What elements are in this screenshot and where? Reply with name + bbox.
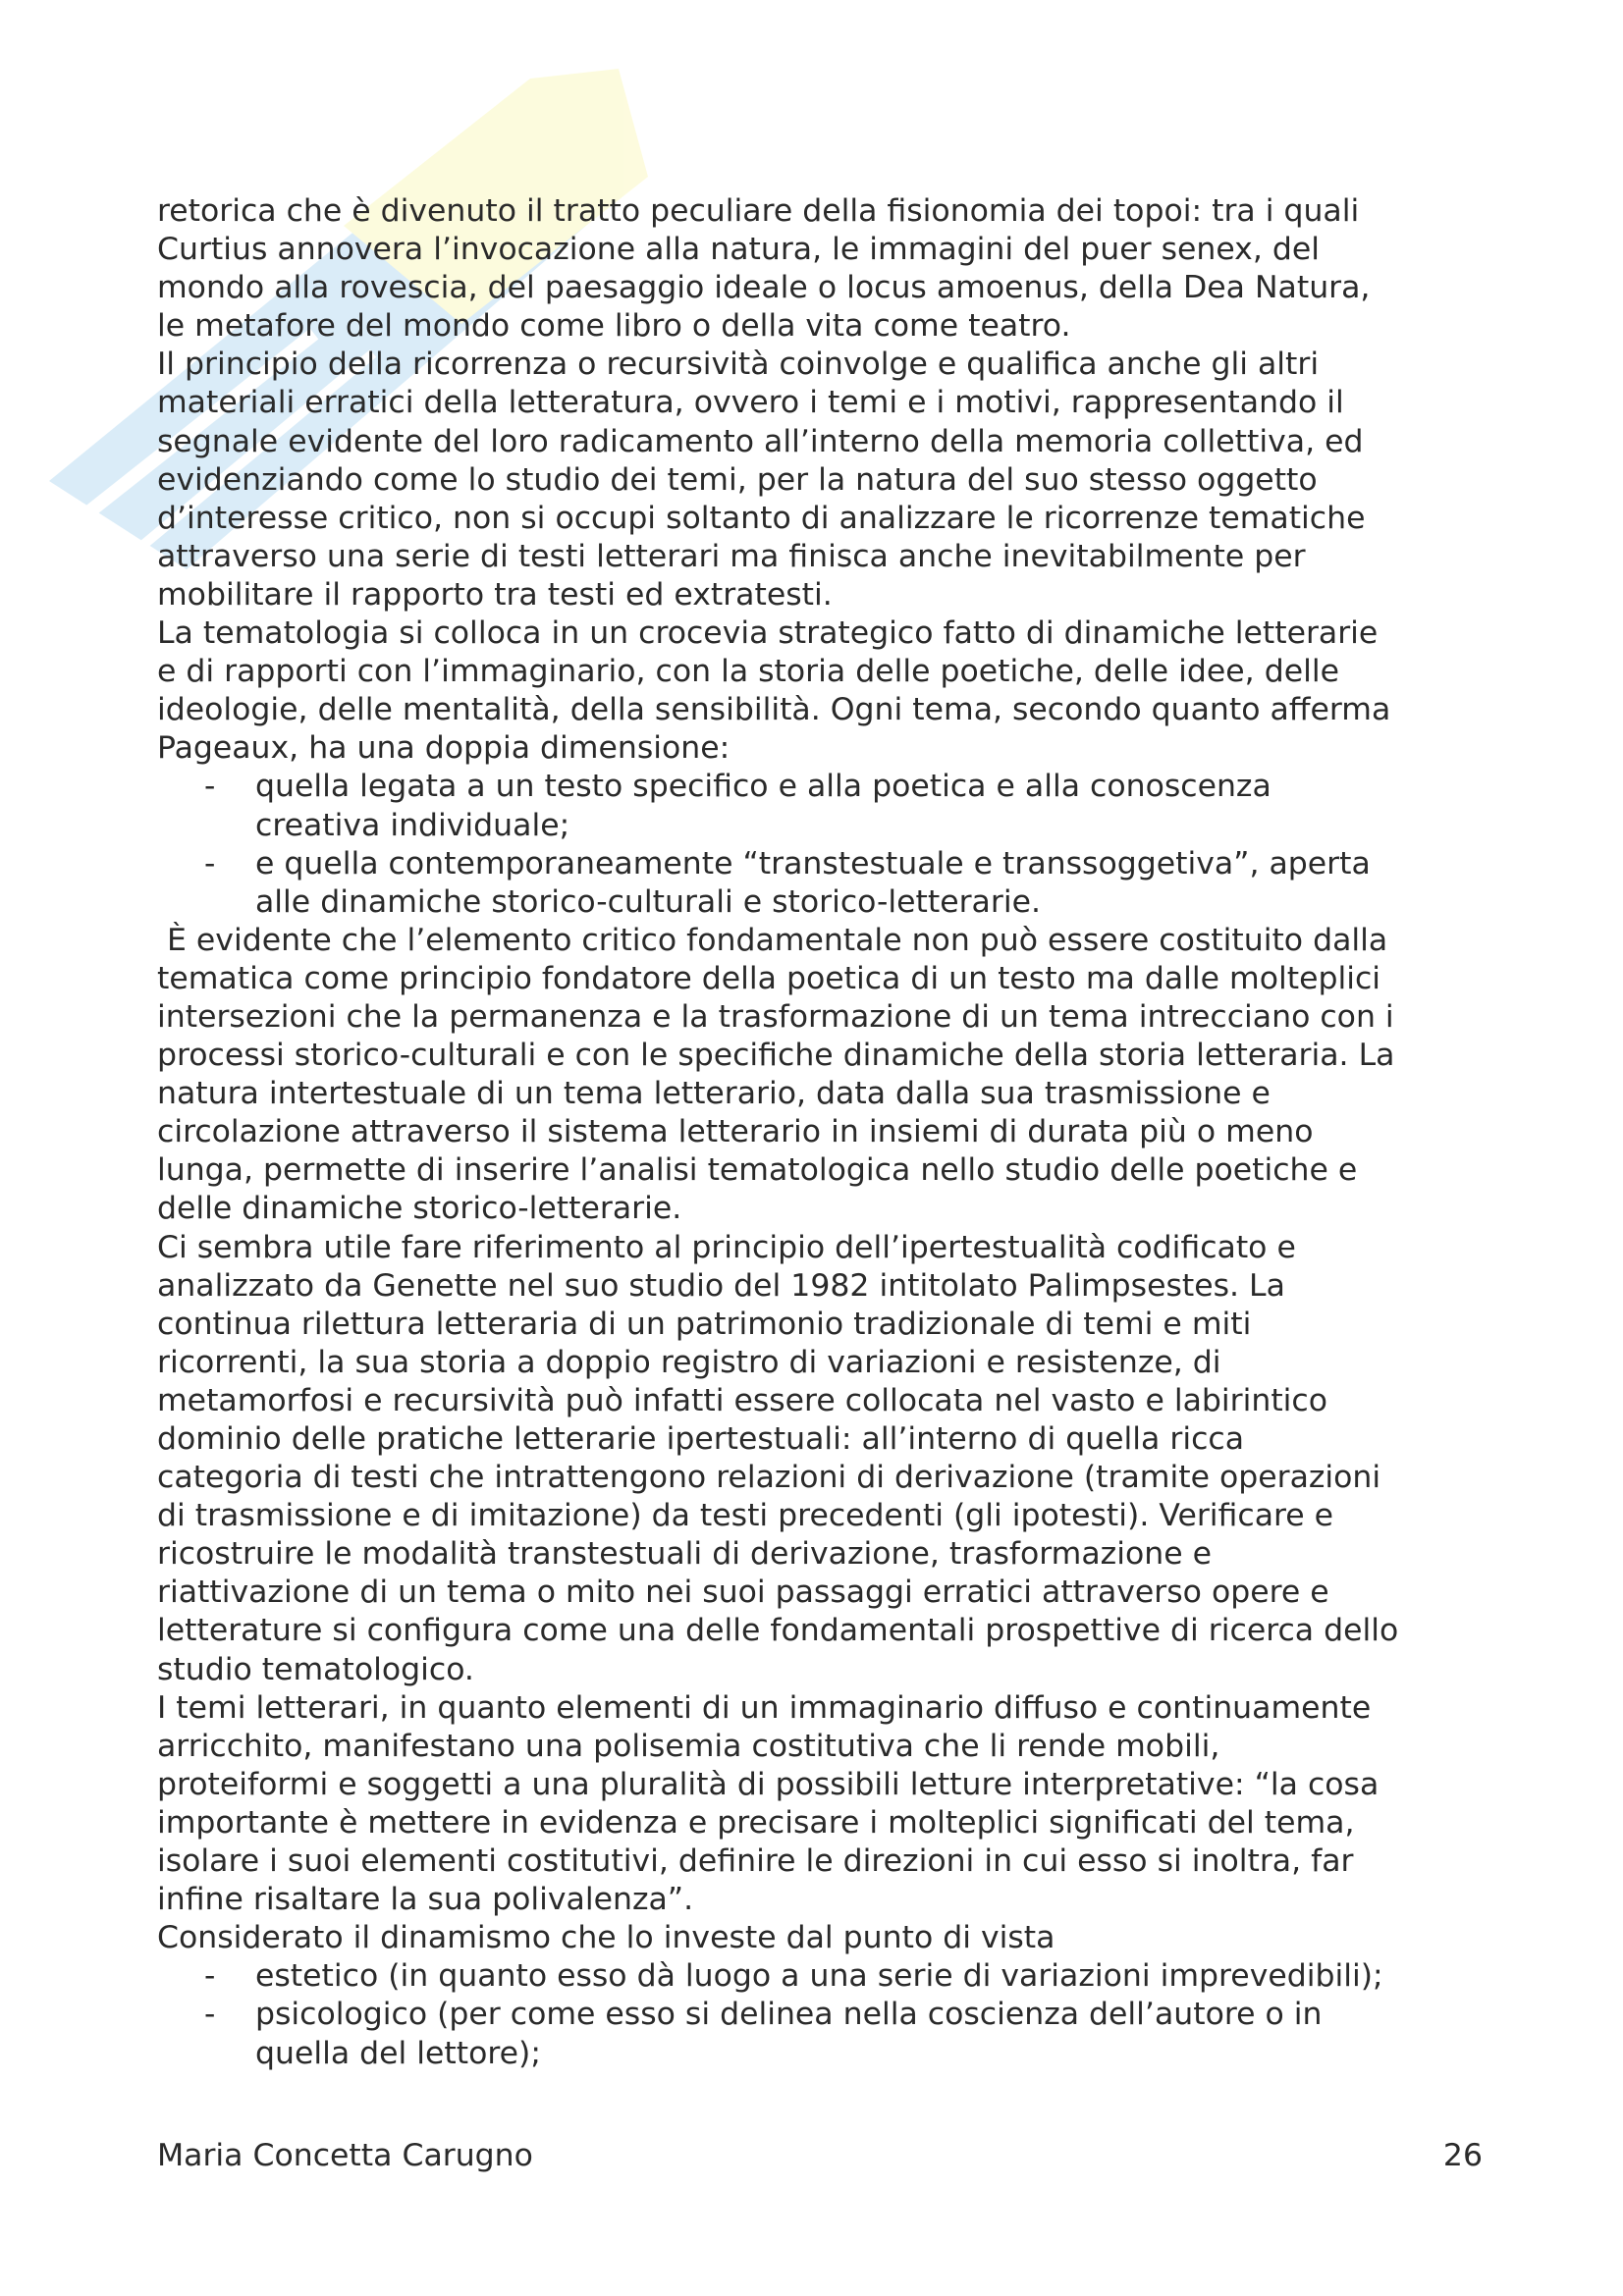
list-item-text: alle dinamiche storico-culturali e storico-letterarie.	[255, 883, 1041, 920]
text-line: ricostruire le modalità transtestuali di derivazione, trasformazione e	[157, 1536, 1212, 1573]
text-line: riattivazione di un tema o mito nei suoi passaggi erratici attraverso opere e	[157, 1575, 1329, 1611]
paragraph-5	[157, 1229, 1483, 1689]
paragraph-1	[157, 192, 1483, 346]
text-line: retorica che è divenuto il tratto peculiare della fisionomia dei topoi: tra i quali	[157, 193, 1360, 229]
text-line: arricchito, manifestano una polisemia costitutiva che li rende mobili,	[157, 1728, 1220, 1764]
paragraph-6	[157, 1689, 1483, 1920]
text-line: analizzato da Genette nel suo studio del 1982 intitolato Palimpsestes. La	[157, 1267, 1285, 1304]
list-item-line	[157, 1957, 1483, 1996]
list-item-text: psicologico (per come esso si delinea nella coscienza dell’autore o in	[255, 1997, 1323, 2033]
text-line: attraverso una serie di testi letterari ma finisca anche inevitabilmente per	[157, 538, 1306, 574]
list-item	[157, 845, 1483, 922]
text-line: studio tematologico.	[157, 1651, 474, 1687]
text-line: e di rapporti con l’immaginario, con la storia delle poetiche, delle idee, delle	[157, 654, 1339, 690]
text-line: circolazione attraverso il sistema letterario in insiemi di durata più o meno	[157, 1114, 1314, 1150]
text-line: Considerato il dinamismo che lo investe dal punto di vista	[157, 1920, 1055, 1956]
text-line: le metafore del mondo come libro o della vita come teatro.	[157, 308, 1071, 345]
text-line: materiali erratici della letteratura, ovvero i temi e i motivi, rappresentando il	[157, 385, 1344, 421]
text-line: Il principio della ricorrenza o recursività coinvolge e qualifica anche gli altri	[157, 347, 1320, 383]
text-line: dominio delle pratiche letterarie ipertestuali: all’interno di quella ricca	[157, 1421, 1245, 1457]
dash-bullet: -	[204, 845, 216, 881]
text-line: Curtius annovera l’invocazione alla natura, le immagini del puer senex, del	[157, 232, 1320, 268]
text-line: delle dinamiche storico-letterarie.	[157, 1191, 682, 1227]
text-line: natura intertestuale di un tema letterario, data dalla sua trasmissione e	[157, 1076, 1271, 1112]
text-line: intersezioni che la permanenza e la trasformazione di un tema intrecciano con i	[157, 998, 1394, 1035]
text-line: isolare i suoi elementi costitutivi, definire le direzioni in cui esso si inoltra, far	[157, 1843, 1354, 1880]
text-line: di trasmissione e di imitazione) da testi precedenti (gli ipotesti). Verificare e	[157, 1498, 1334, 1534]
document-body	[157, 192, 1483, 2073]
text-line: processi storico-culturali e con le specifiche dinamiche della storia letteraria. La	[157, 1038, 1395, 1074]
text-line: segnale evidente del loro radicamento all’interno della memoria collettiva, ed	[157, 423, 1364, 459]
text-line: evidenziando come lo studio dei temi, per la natura del suo stesso oggetto	[157, 461, 1318, 498]
text-line: ricorrenti, la sua storia a doppio registro di variazioni e resistenze, di	[157, 1344, 1221, 1380]
page-number: 26	[1442, 2138, 1483, 2173]
text-line: Pageaux, ha una doppia dimensione:	[157, 730, 730, 767]
text-line: infine risaltare la sua polivalenza”.	[157, 1882, 694, 1918]
list-item-text: quella del lettore);	[255, 2035, 541, 2071]
list-item-text: e quella contemporaneamente “transtestuale e transsoggetiva”, aperta	[255, 845, 1371, 881]
paragraph-7	[157, 1919, 1483, 1957]
text-line: tematica come principio fondatore della poetica di un testo ma dalle molteplici	[157, 960, 1381, 996]
list-item	[157, 1996, 1483, 2072]
text-line: La tematologia si colloca in un crocevia strategico fatto di dinamiche letterarie	[157, 615, 1379, 652]
bullet-list-dynamism	[157, 1957, 1483, 2072]
text-line: È evidente che l’elemento critico fondamentale non può essere costituito dalla	[157, 922, 1388, 958]
dash-bullet: -	[204, 1997, 216, 2033]
text-line: lunga, permette di inserire l’analisi tematologica nello studio delle poetiche e	[157, 1152, 1358, 1189]
text-line: mondo alla rovescia, del paesaggio ideale o locus amoenus, della Dea Natura,	[157, 270, 1371, 306]
paragraph-2	[157, 346, 1483, 614]
list-item-line	[157, 845, 1483, 883]
footer-author: Maria Concetta Carugno	[157, 2138, 533, 2173]
list-item	[157, 1957, 1483, 1996]
dash-bullet: -	[204, 1958, 216, 1995]
text-line: metamorfosi e recursività può infatti essere collocata nel vasto e labirintico	[157, 1382, 1328, 1418]
list-item-text: quella legata a un testo specifico e alla poetica e alla conoscenza	[255, 769, 1271, 805]
list-item-text: estetico (in quanto esso dà luogo a una serie di variazioni imprevedibili);	[255, 1958, 1383, 1995]
list-item	[157, 768, 1483, 844]
text-line: ideologie, delle mentalità, della sensibilità. Ogni tema, secondo quanto afferma	[157, 692, 1391, 728]
text-line: mobilitare il rapporto tra testi ed extratesti.	[157, 576, 833, 613]
paragraph-3	[157, 614, 1483, 768]
text-line: Ci sembra utile fare riferimento al principio dell’ipertestualità codificato e	[157, 1229, 1296, 1265]
text-line: letterature si configura come una delle fondamentali prospettive di ricerca dello	[157, 1613, 1399, 1649]
list-item-line	[157, 768, 1483, 806]
paragraph-4	[157, 922, 1483, 1229]
text-line: importante è mettere in evidenza e precisare i molteplici significati del tema,	[157, 1804, 1355, 1841]
text-line: I temi letterari, in quanto elementi di un immaginario diffuso e continuamente	[157, 1689, 1372, 1726]
list-item-text: creativa individuale;	[255, 807, 570, 843]
text-line: categoria di testi che intrattengono relazioni di derivazione (tramite operazioni	[157, 1460, 1381, 1496]
text-line: continua rilettura letteraria di un patrimonio tradizionale di temi e miti	[157, 1306, 1252, 1342]
dash-bullet: -	[204, 769, 216, 805]
bullet-list-dimensions	[157, 768, 1483, 921]
page-footer	[157, 2136, 1483, 2175]
text-line: d’interesse critico, non si occupi soltanto di analizzare le ricorrenze tematiche	[157, 500, 1366, 536]
list-item-line	[157, 1996, 1483, 2034]
text-line: proteiformi e soggetti a una pluralità di possibili letture interpretative: “la cosa	[157, 1766, 1380, 1802]
